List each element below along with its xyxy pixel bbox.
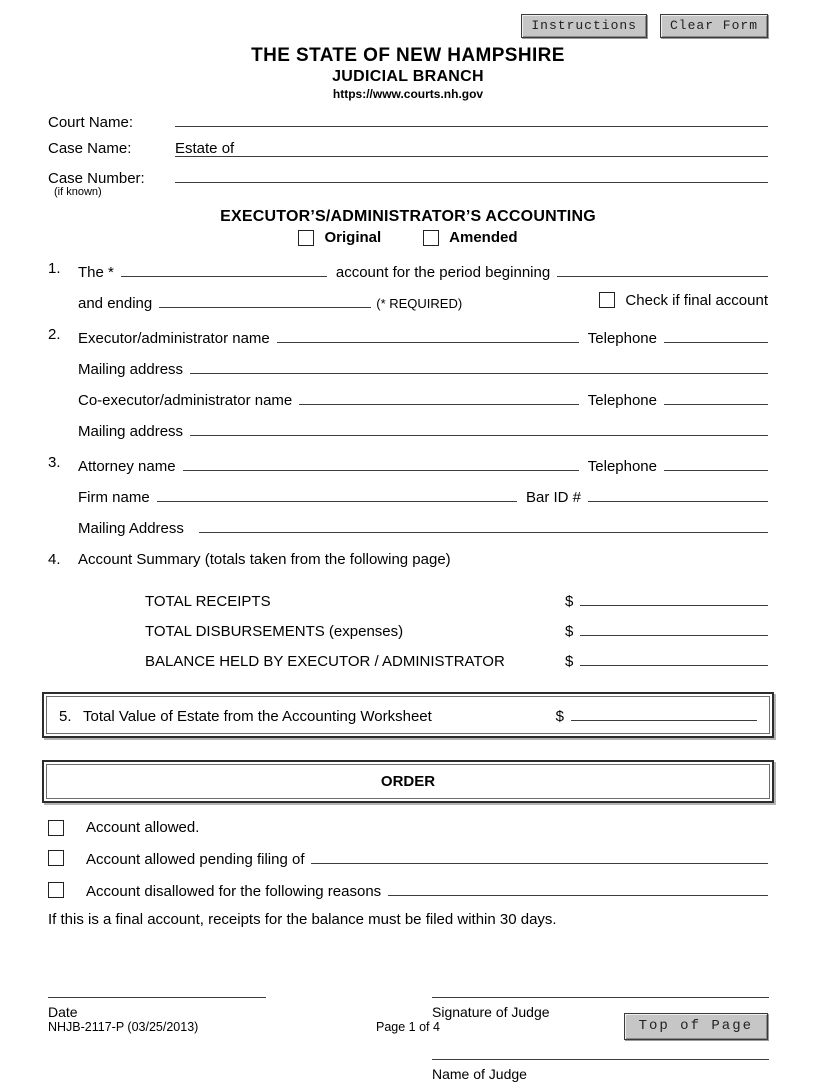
account-disallowed-label: Account disallowed for the following reasons bbox=[86, 883, 382, 901]
bar-id-label: Bar ID # bbox=[525, 489, 581, 507]
court-name-row bbox=[48, 110, 768, 131]
coexecutor-mailing-label: Mailing address bbox=[78, 423, 184, 441]
item-1-number: 1. bbox=[48, 260, 61, 278]
page-footer bbox=[48, 1013, 768, 1040]
item-2 bbox=[48, 326, 768, 440]
attorney-name-input[interactable] bbox=[183, 454, 579, 471]
page-indicator: Page 1 of 4 bbox=[376, 1019, 440, 1034]
judge-signature-input[interactable] bbox=[432, 972, 769, 998]
top-button-bar bbox=[48, 14, 768, 38]
final-account-note: If this is a final account, receipts for the balance must be filed within 30 days. bbox=[48, 911, 557, 929]
account-allowed-pending-input[interactable] bbox=[311, 847, 768, 864]
account-disallowed-input[interactable] bbox=[388, 879, 768, 896]
dollar-sign: $ bbox=[565, 623, 574, 641]
total-receipts-input[interactable] bbox=[580, 589, 768, 606]
total-receipts-row bbox=[145, 589, 768, 610]
total-disbursements-row bbox=[145, 619, 768, 640]
date-label: Date bbox=[48, 1004, 78, 1021]
period-beginning-input[interactable] bbox=[557, 260, 768, 277]
item-3 bbox=[48, 454, 768, 537]
case-number-label bbox=[48, 170, 175, 198]
coexecutor-mailing-input[interactable] bbox=[190, 419, 768, 436]
judge-name-label: Name of Judge bbox=[432, 1066, 527, 1082]
period-ending-input[interactable] bbox=[159, 291, 371, 308]
account-summary-heading: Account Summary (totals taken from the following page) bbox=[78, 551, 451, 569]
total-value-box bbox=[42, 692, 774, 738]
case-name-prefill: Estate of bbox=[175, 140, 235, 158]
instructions-button[interactable]: Instructions bbox=[521, 14, 647, 38]
case-name-row bbox=[48, 140, 768, 157]
order-section-box bbox=[42, 760, 774, 803]
balance-held-row bbox=[145, 649, 768, 670]
attorney-mailing-input[interactable] bbox=[199, 516, 768, 533]
case-number-label-text: Case Number: bbox=[48, 170, 145, 188]
executor-name-input[interactable] bbox=[277, 326, 579, 343]
attorney-name-label: Attorney name bbox=[78, 458, 176, 476]
dollar-sign: $ bbox=[565, 653, 574, 671]
case-number-note: (if known) bbox=[54, 186, 102, 199]
branch-title: JUDICIAL BRANCH bbox=[332, 68, 484, 86]
attorney-telephone-input[interactable] bbox=[664, 454, 768, 471]
executor-mailing-input[interactable] bbox=[190, 357, 768, 374]
case-number-input[interactable] bbox=[175, 166, 768, 183]
item-4 bbox=[48, 551, 768, 577]
coexecutor-name-label: Co-executor/administrator name bbox=[78, 392, 293, 410]
amended-checkbox[interactable] bbox=[423, 230, 439, 246]
date-input[interactable] bbox=[48, 972, 266, 998]
total-value-input[interactable] bbox=[571, 704, 757, 721]
original-label: Original bbox=[324, 229, 382, 247]
form-title: EXECUTOR’S/ADMINISTRATOR’S ACCOUNTING bbox=[220, 208, 596, 226]
clear-form-button[interactable]: Clear Form bbox=[660, 14, 768, 38]
judge-name-input[interactable] bbox=[432, 1046, 769, 1060]
account-allowed-row bbox=[48, 819, 768, 836]
total-value-label: Total Value of Estate from the Accounting Worksheet bbox=[83, 708, 432, 726]
judge-signature-label: Signature of Judge bbox=[432, 1004, 550, 1021]
total-disbursements-label: TOTAL DISBURSEMENTS (expenses) bbox=[145, 623, 404, 641]
final-account-group bbox=[599, 292, 768, 309]
executor-mailing-label: Mailing address bbox=[78, 361, 184, 379]
top-of-page-button[interactable]: Top of Page bbox=[624, 1013, 768, 1040]
order-options bbox=[48, 819, 768, 928]
period-beginning-label: account for the period beginning bbox=[335, 264, 551, 282]
case-name-input[interactable] bbox=[175, 140, 768, 157]
executor-name-label: Executor/administrator name bbox=[78, 330, 270, 348]
and-ending-label: and ending bbox=[78, 295, 153, 313]
case-number-row bbox=[48, 166, 768, 198]
account-allowed-pending-row bbox=[48, 847, 768, 868]
executor-telephone-label: Telephone bbox=[587, 330, 657, 348]
final-account-checkbox[interactable] bbox=[599, 292, 615, 308]
coexecutor-telephone-label: Telephone bbox=[587, 392, 657, 410]
order-heading: ORDER bbox=[46, 764, 770, 799]
court-name-label: Court Name: bbox=[48, 114, 134, 132]
item-1 bbox=[48, 260, 768, 312]
original-amended-row bbox=[48, 229, 768, 246]
attorney-telephone-label: Telephone bbox=[587, 458, 657, 476]
account-type-label: The * bbox=[78, 264, 114, 282]
court-info-block bbox=[48, 110, 768, 198]
form-title-block bbox=[48, 208, 768, 246]
total-receipts-label: TOTAL RECEIPTS bbox=[145, 593, 271, 611]
account-summary-rows bbox=[48, 589, 768, 670]
amended-label: Amended bbox=[449, 229, 518, 247]
executor-telephone-input[interactable] bbox=[664, 326, 768, 343]
account-allowed-pending-checkbox[interactable] bbox=[48, 850, 64, 866]
balance-held-label: BALANCE HELD BY EXECUTOR / ADMINISTRATOR bbox=[145, 653, 505, 671]
item-2-number: 2. bbox=[48, 326, 61, 344]
item-3-number: 3. bbox=[48, 454, 61, 472]
item-4-number: 4. bbox=[48, 551, 61, 569]
firm-name-label: Firm name bbox=[78, 489, 150, 507]
form-number: NHJB-2117-P (03/25/2013) bbox=[48, 1019, 199, 1034]
firm-name-input[interactable] bbox=[157, 485, 517, 502]
state-title: THE STATE OF NEW HAMPSHIRE bbox=[251, 45, 565, 66]
form-header bbox=[48, 44, 768, 101]
account-allowed-checkbox[interactable] bbox=[48, 820, 64, 836]
account-allowed-label: Account allowed. bbox=[86, 819, 200, 837]
total-disbursements-input[interactable] bbox=[580, 619, 768, 636]
balance-held-input[interactable] bbox=[580, 649, 768, 666]
coexecutor-telephone-input[interactable] bbox=[664, 388, 768, 405]
court-name-input[interactable] bbox=[175, 110, 768, 127]
dollar-sign: $ bbox=[555, 708, 564, 726]
account-disallowed-row bbox=[48, 879, 768, 900]
attorney-mailing-label: Mailing Address bbox=[78, 520, 184, 538]
bar-id-input[interactable] bbox=[588, 485, 768, 502]
original-checkbox[interactable] bbox=[298, 230, 314, 246]
court-website-url: https://www.courts.nh.gov bbox=[332, 86, 484, 101]
required-note: (* REQUIRED) bbox=[376, 296, 463, 312]
case-name-label: Case Name: bbox=[48, 140, 132, 158]
account-disallowed-checkbox[interactable] bbox=[48, 882, 64, 898]
item-5-number: 5. bbox=[59, 708, 72, 726]
account-allowed-pending-label: Account allowed pending filing of bbox=[86, 851, 305, 869]
final-account-label: Check if final account bbox=[625, 291, 768, 309]
coexecutor-name-input[interactable] bbox=[299, 388, 579, 405]
account-type-input[interactable] bbox=[121, 260, 327, 277]
dollar-sign: $ bbox=[565, 593, 574, 611]
